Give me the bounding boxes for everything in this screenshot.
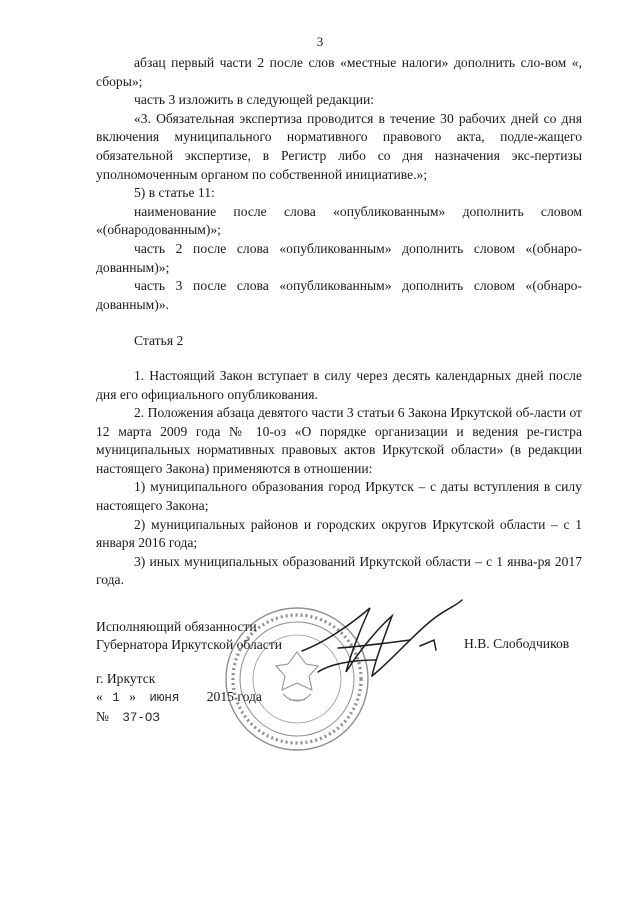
paragraph: абзац первый части 2 после слов «местные налоги» дополнить сло-вом «, сборы»; bbox=[96, 55, 582, 89]
number-value: 37-ОЗ bbox=[122, 711, 160, 725]
article-item: 2. Положения абзаца девятого части 3 статьи 6 Закона Иркутской об-ласти от 12 марта 2009 года № 10-оз «О порядке организации и ведения ре-гистра муниципальных нормативных правовых актов Иркутской области» (в редакции настоящего Закона) применяются в отношении: bbox=[96, 405, 582, 476]
paragraph: часть 3 изложить в следующей редакции: bbox=[134, 92, 375, 108]
article-item: 1. Настоящий Закон вступает в силу через десять календарных дней после дня его официального опубликования. bbox=[96, 367, 582, 402]
handwritten-signature bbox=[302, 600, 462, 676]
paragraph: «3. Обязательная экспертиза проводится в течение 30 рабочих дней со дня включения муниципального нормативного правового акта, подле-жащего обязательной экспертизе, в Регистр либо со дня назначения экс-пертизы уполномоченным органом по собственной инициативе.»; bbox=[96, 110, 582, 182]
paragraph: наименование после слова «опубликованным» дополнить словом «(обнародованным)»; bbox=[96, 203, 582, 238]
article-heading: Статья 2 bbox=[134, 333, 184, 349]
article-item: 3) иных муниципальных образований Иркутской области – с 1 янва-ря 2017 года. bbox=[96, 553, 582, 588]
date-open-quote: « bbox=[96, 689, 103, 704]
date-month: июня bbox=[149, 691, 180, 705]
article-item: 2) муниципальных районов и городских округов Иркутской области – с 1 января 2016 года; bbox=[96, 516, 582, 551]
signatory-title bbox=[96, 618, 282, 654]
date-day: 1 bbox=[112, 691, 120, 705]
date-close-quote: » bbox=[129, 689, 136, 704]
signatory-name: Н.В. Слободчиков bbox=[464, 636, 570, 651]
paragraph: часть 2 после слова «опубликованным» дополнить словом «(обнаро-дованным)»; bbox=[96, 240, 582, 275]
number-sign: № bbox=[96, 709, 109, 724]
place-of-signing: г. Иркутск bbox=[96, 671, 156, 686]
page-number: 3 bbox=[316, 34, 324, 49]
signatory-title-line: Исполняющий обязанности bbox=[96, 619, 257, 634]
paragraph: 5) в статье 11: bbox=[134, 185, 215, 201]
article-item: 1) муниципального образования город Иркутск – с даты вступления в силу настоящего Закона; bbox=[96, 479, 582, 514]
date-year: 2015 года bbox=[206, 689, 262, 704]
signing-date bbox=[96, 689, 262, 705]
paragraph: часть 3 после слова «опубликованным» дополнить словом «(обнаро-дованным)». bbox=[96, 278, 582, 312]
signatory-title-line: Губернатора Иркутской области bbox=[96, 637, 283, 652]
document-number bbox=[96, 709, 160, 725]
document-body bbox=[96, 54, 582, 590]
